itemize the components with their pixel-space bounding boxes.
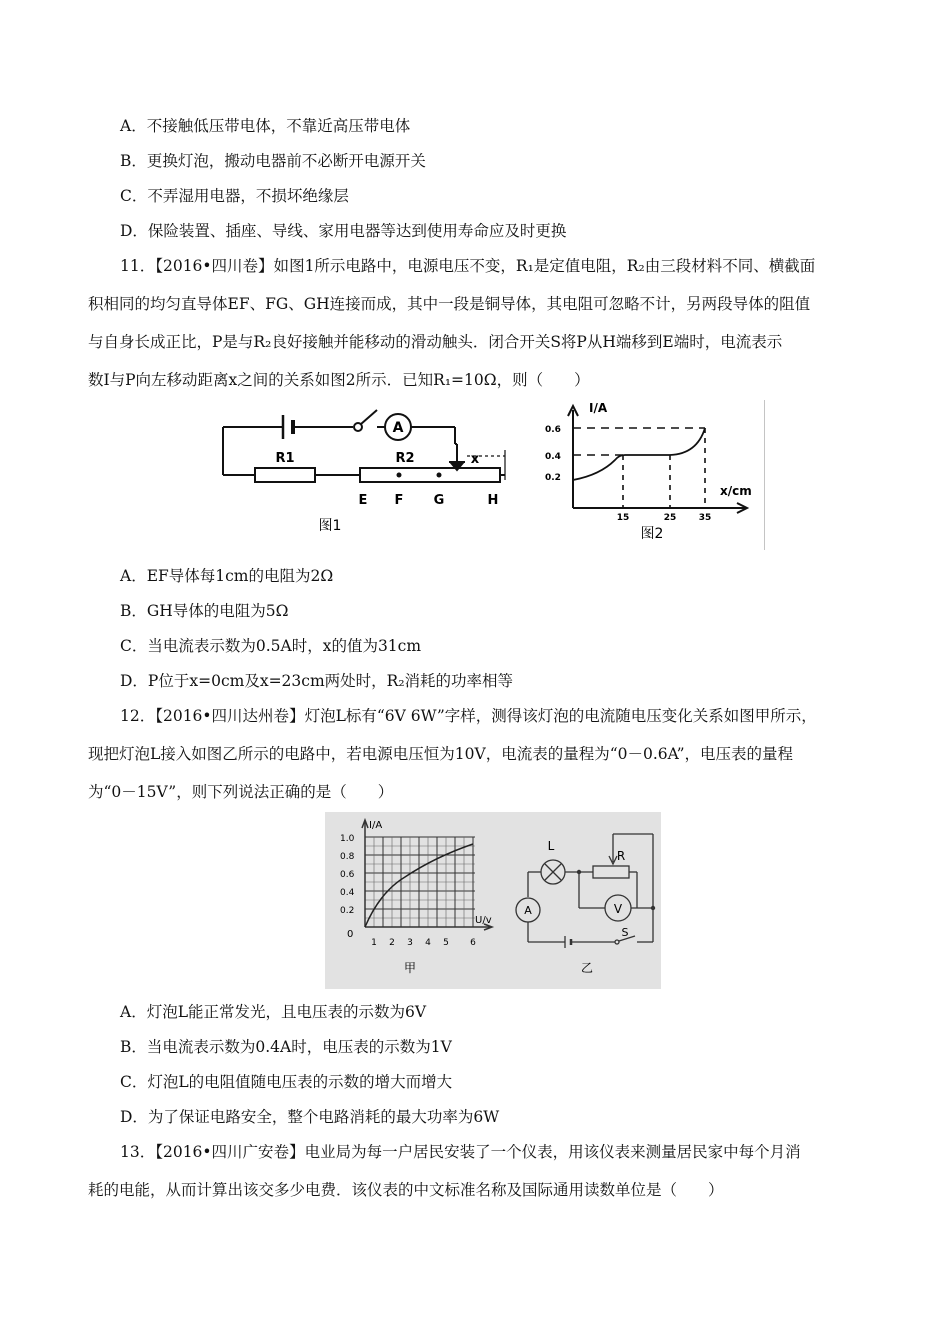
- junction-g: [437, 473, 442, 478]
- graph2-ytick: 0.4: [545, 452, 561, 462]
- point-g-label: G: [433, 493, 445, 508]
- q13-stem-line1: 13．【2016•四川广安卷】电业局为每一户居民安装了一个仪表，用该仪表来测量居民家中每个月消: [120, 1143, 801, 1161]
- graph2-ytick: 0.2: [545, 473, 561, 483]
- q12-option-c: C．灯泡L的电阻值随电压表的示数的增大而增大: [120, 1073, 453, 1091]
- figure-1-caption: 图1: [318, 518, 342, 534]
- graph-jia-ytick: 0.6: [340, 870, 355, 880]
- r2-label: R2: [395, 451, 415, 466]
- q11-stem-line4: 数I与P向左移动距离x之间的关系如图2所示．已知R₁=10Ω，则（ ）: [88, 371, 590, 389]
- graph2-xtick: 25: [663, 513, 677, 523]
- graph2-xlabel: x/cm: [720, 484, 752, 498]
- q10-option-c: C．不弄湿用电器，不损坏绝缘层: [120, 187, 349, 205]
- rheostat-label: R: [616, 849, 626, 863]
- graph-jia-ytick: 0.4: [340, 888, 355, 898]
- figure-background: [325, 812, 661, 989]
- junction-dot: [577, 870, 581, 874]
- graph-jia-xtick: 4: [425, 938, 431, 948]
- graph2-xtick: 35: [698, 513, 712, 523]
- junction-f: [397, 473, 402, 478]
- graph2-ylabel: I/A: [589, 401, 608, 415]
- graph-jia-xlabel: U/v: [475, 915, 492, 926]
- q11-option-d: D．P位于x=0cm及x=23cm两处时，R₂消耗的功率相等: [120, 672, 514, 690]
- point-f-label: F: [394, 493, 404, 508]
- r1-label: R1: [275, 451, 295, 466]
- point-e-label: E: [358, 493, 368, 508]
- graph-jia-ytick: 1.0: [340, 834, 355, 844]
- figure-jia-caption: 甲: [403, 961, 417, 975]
- junction-dot: [651, 906, 655, 910]
- ammeter-label: A: [392, 420, 404, 436]
- q11-figure: [205, 400, 765, 550]
- ammeter-label: A: [524, 904, 532, 917]
- q11-stem-line3: 与自身长成正比，P是与R₂良好接触并能移动的滑动触头．闭合开关S将P从H端移到E端时，电流表示: [88, 333, 783, 351]
- figure-2-caption: 图2: [640, 526, 664, 542]
- circuit-figure-1: [223, 410, 505, 482]
- q10-option-b: B．更换灯泡，搬动电器前不必断开电源开关: [120, 152, 426, 170]
- point-h-label: H: [487, 493, 499, 508]
- q12-option-b: B．当电流表示数为0.4A时，电压表的示数为1V: [120, 1038, 452, 1056]
- graph-jia-xtick: 6: [470, 938, 476, 948]
- q11-option-b: B．GH导体的电阻为5Ω: [120, 602, 289, 620]
- graph-jia-xtick: 3: [407, 938, 413, 948]
- graph-jia-xtick: 1: [371, 938, 377, 948]
- graph-jia-xtick: 5: [443, 938, 449, 948]
- graph-jia-ytick: 0.2: [340, 906, 355, 916]
- q13-stem-line2: 耗的电能，从而计算出该交多少电费．该仪表的中文标准名称及国际通用读数单位是（ ）: [88, 1181, 724, 1199]
- lamp-label: L: [547, 839, 555, 853]
- figure-yi-caption: 乙: [580, 961, 594, 975]
- graph-figure-2: [568, 400, 765, 550]
- graph2-ytick: 0.6: [545, 425, 561, 435]
- graph-jia-ytick: 0.8: [340, 852, 355, 862]
- x-label: x: [470, 452, 480, 467]
- q12-stem-line2: 现把灯泡L接入如图乙所示的电路中，若电源电压恒为10V，电流表的量程为“0－0.6A”，电压表的量程: [88, 745, 793, 763]
- switch-label: S: [621, 926, 629, 939]
- graph-jia-origin: 0: [347, 929, 354, 940]
- q11-stem-line2: 积相同的均匀直导体EF、FG、GH连接而成，其中一段是铜导体，其电阻可忽略不计，另两段导体的阻值: [88, 295, 811, 313]
- q11-option-c: C．当电流表示数为0.5A时，x的值为31cm: [120, 637, 422, 655]
- q12-option-a: A．灯泡L能正常发光，且电压表的示数为6V: [120, 1003, 427, 1021]
- q10-option-d: D．保险装置、插座、导线、家用电器等达到使用寿命应及时更换: [120, 222, 567, 240]
- q12-figure: [325, 812, 661, 989]
- q12-stem-line3: 为“0－15V”，则下列说法正确的是（ ）: [88, 783, 394, 801]
- q12-option-d: D．为了保证电路安全，整个电路消耗的最大功率为6W: [120, 1108, 500, 1126]
- voltmeter-label: V: [613, 902, 623, 916]
- q10-option-a: A．不接触低压带电体，不靠近高压带电体: [120, 117, 411, 135]
- q12-stem-line1: 12．【2016•四川达州卷】灯泡L标有“6V 6W”字样，测得该灯泡的电流随电压变化关系如图甲所示，: [120, 707, 817, 725]
- graph2-xtick: 15: [616, 513, 630, 523]
- graph-jia-ylabel: I/A: [369, 820, 383, 831]
- q11-option-a: A．EF导体每1cm的电阻为2Ω: [120, 567, 334, 585]
- q11-stem-line1: 11．【2016•四川卷】如图1所示电路中，电源电压不变，R₁是定值电阻，R₂由三段材料不同、横截面: [120, 257, 816, 275]
- graph-jia-xtick: 2: [389, 938, 395, 948]
